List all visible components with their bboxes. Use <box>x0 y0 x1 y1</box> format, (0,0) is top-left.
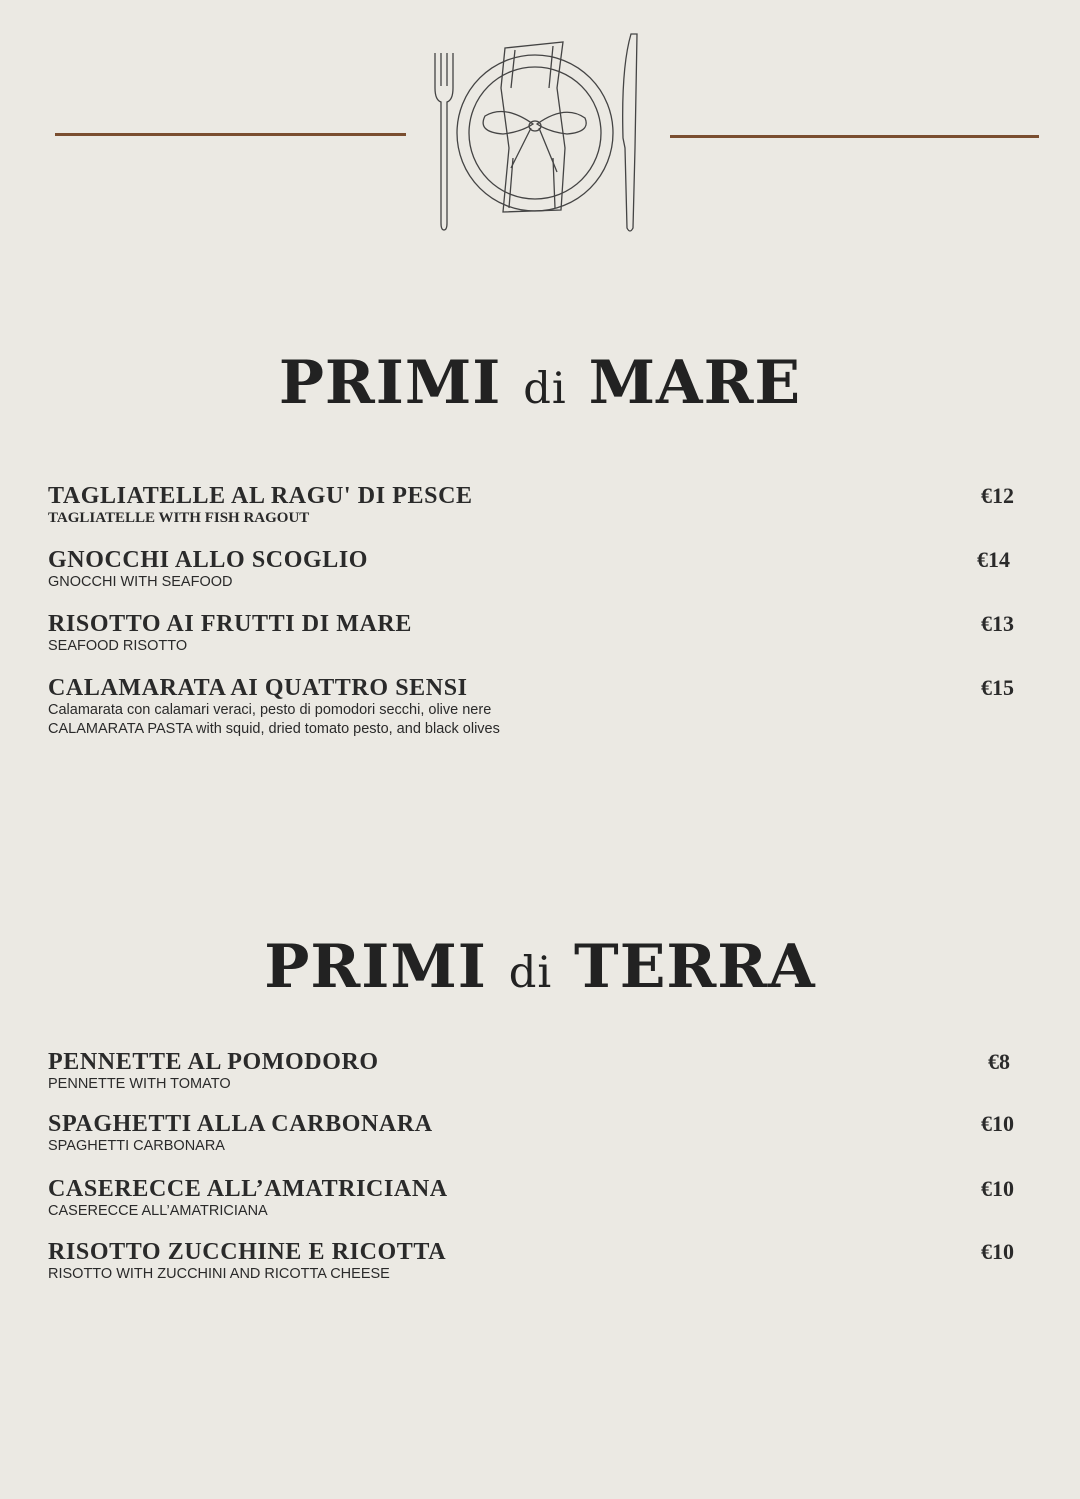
item-desc: RISOTTO WITH ZUCCHINI AND RICOTTA CHEESE <box>48 1266 390 1282</box>
menu-item <box>48 675 1028 739</box>
item-name: SPAGHETTI ALLA CARBONARA <box>48 1111 433 1137</box>
title-main: PRIMI <box>278 348 502 418</box>
divider-left <box>55 133 406 136</box>
item-name: TAGLIATELLE AL RAGU' DI PESCE <box>48 483 473 509</box>
menu-item <box>48 547 1028 592</box>
title-end: MARE <box>588 348 802 418</box>
plate-napkin-fork-knife-icon <box>425 28 655 238</box>
item-desc-english: CALAMARATA PASTA with squid, dried tomato pesto, and black olives <box>48 721 500 737</box>
menu-item <box>48 483 1028 527</box>
item-desc: SPAGHETTI CARBONARA <box>48 1138 225 1154</box>
menu-item <box>48 1111 1028 1156</box>
item-name: CASERECCE ALL’AMATRICIANA <box>48 1176 448 1202</box>
item-price: €8 <box>988 1049 1010 1074</box>
item-price: €12 <box>981 483 1014 508</box>
item-price: €13 <box>981 611 1014 636</box>
item-desc: SEAFOOD RISOTTO <box>48 638 188 654</box>
item-price: €10 <box>981 1111 1014 1136</box>
section-title-terra <box>0 932 1080 1002</box>
item-name: GNOCCHI ALLO SCOGLIO <box>48 547 369 573</box>
item-desc: CASERECCE ALL’AMATRICIANA <box>48 1203 268 1219</box>
item-desc: GNOCCHI WITH SEAFOOD <box>48 574 233 590</box>
item-desc: PENNETTE WITH TOMATO <box>48 1076 231 1092</box>
item-price: €14 <box>977 547 1010 572</box>
menu-item <box>48 1176 1028 1221</box>
item-price: €10 <box>981 1176 1014 1201</box>
item-desc: TAGLIATELLE WITH FISH RAGOUT <box>48 510 310 526</box>
title-di: di <box>523 364 567 414</box>
item-desc: Calamarata con calamari veraci, pesto di pomodori secchi, olive nere <box>48 702 492 718</box>
item-name: CALAMARATA AI QUATTRO SENSI <box>48 675 468 701</box>
item-name: PENNETTE AL POMODORO <box>48 1049 379 1075</box>
title-main: PRIMI <box>264 932 487 1002</box>
section-title-mare <box>0 348 1080 418</box>
title-di: di <box>508 948 553 998</box>
menu-item <box>48 1049 1028 1094</box>
item-name: RISOTTO AI FRUTTI DI MARE <box>48 611 412 637</box>
item-price: €10 <box>981 1239 1014 1264</box>
item-price: €15 <box>981 675 1014 700</box>
divider-right <box>670 135 1039 138</box>
menu-item <box>48 1239 1028 1284</box>
item-name: RISOTTO ZUCCHINE E RICOTTA <box>48 1239 447 1265</box>
menu-item <box>48 611 1028 656</box>
title-end: TERRA <box>574 932 816 1002</box>
